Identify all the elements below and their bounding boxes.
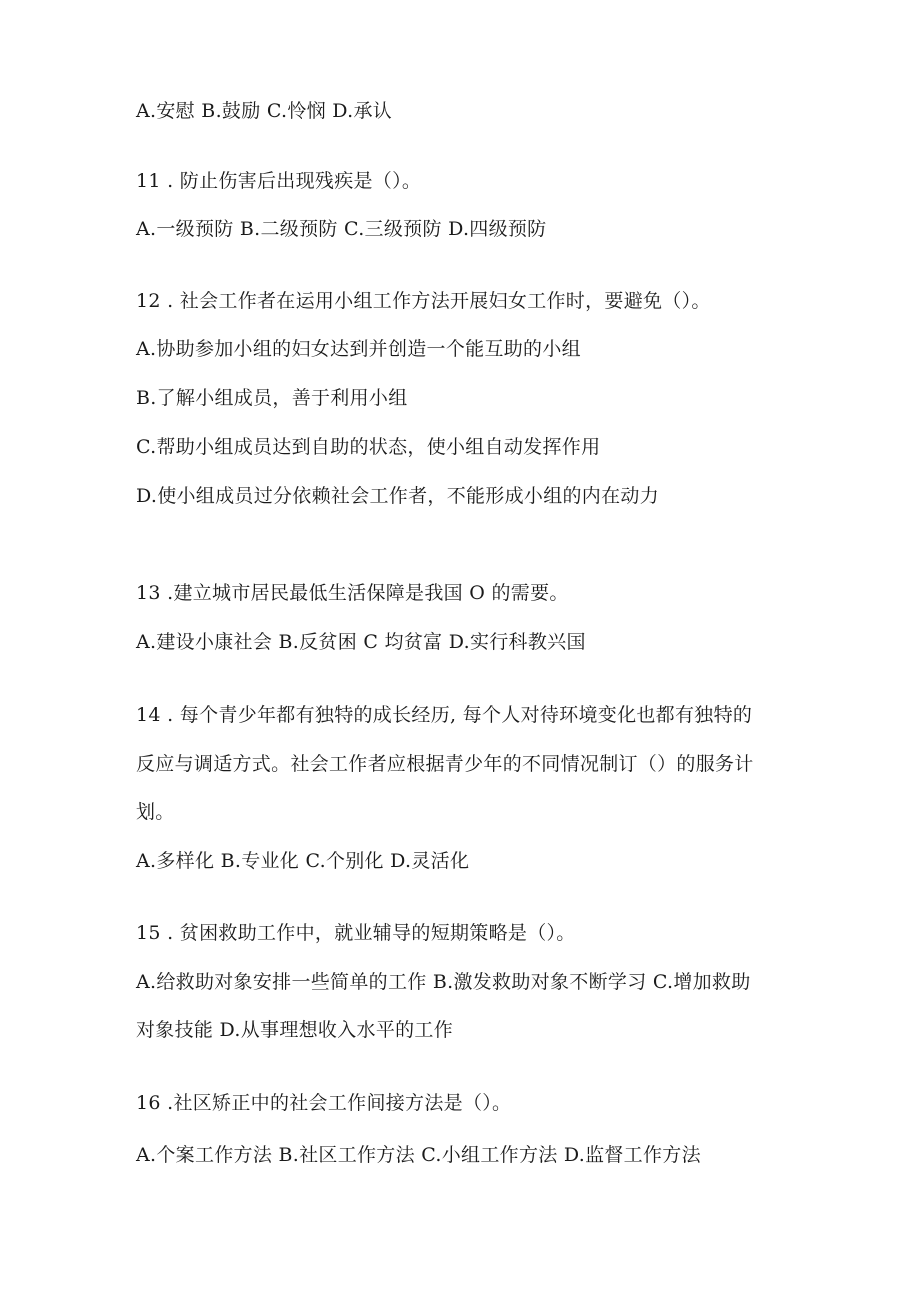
q12-option-b: B.了解小组成员，善于利用小组 (136, 387, 408, 409)
q12-option-c: C.帮助小组成员达到自助的状态，使小组自动发挥作用 (136, 436, 601, 458)
q14-options: A.多样化 B.专业化 C.个别化 D.灵活化 (136, 850, 470, 872)
q10-options: A.安慰 B.鼓励 C.怜悯 D.承认 (136, 100, 393, 122)
q14-question-line-3: 划。 (136, 801, 175, 823)
q11-options: A.一级预防 B.二级预防 C.三级预防 D.四级预防 (136, 218, 547, 240)
q12-option-d: D.使小组成员过分依赖社会工作者，不能形成小组的内在动力 (136, 485, 659, 507)
q14-question-line-2: 反应与调适方式。社会工作者应根据青少年的不同情况制订（）的服务计 (136, 753, 754, 775)
q13-options: A.建设小康社会 B.反贫困 C 均贫富 D.实行科教兴国 (136, 631, 586, 653)
q12-question: 12 . 社会工作者在运用小组工作方法开展妇女工作时，要避免（）。 (136, 290, 711, 312)
q15-options-line-2: 对象技能 D.从事理想收入水平的工作 (136, 1019, 454, 1041)
q15-question: 15 . 贫困救助工作中，就业辅导的短期策略是（）。 (136, 922, 576, 944)
q11-question: 11 . 防止伤害后出现残疾是（）。 (136, 170, 422, 192)
q12-option-a: A.协助参加小组的妇女达到并创造一个能互助的小组 (136, 338, 581, 360)
q16-options: A.个案工作方法 B.社区工作方法 C.小组工作方法 D.监督工作方法 (136, 1144, 701, 1166)
q14-question-line-1: 14 . 每个青少年都有独特的成长经历, 每个人对待环境变化也都有独特的 (136, 704, 753, 726)
q16-question: 16 .社区矫正中的社会工作间接方法是（）。 (136, 1092, 512, 1114)
q13-question: 13 .建立城市居民最低生活保障是我国 O 的需要。 (136, 582, 569, 604)
q15-options-line-1: A.给救助对象安排一些简单的工作 B.激发救助对象不断学习 C.增加救助 (136, 971, 751, 993)
